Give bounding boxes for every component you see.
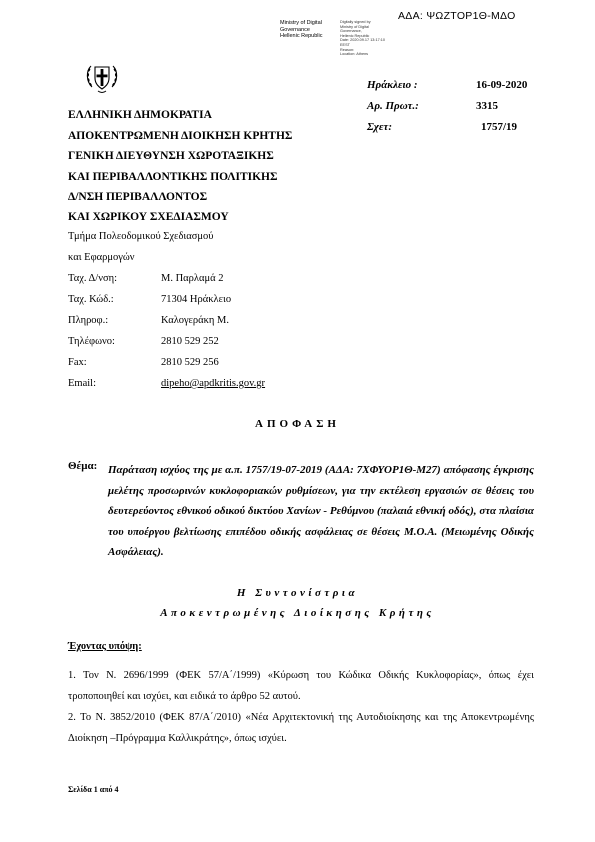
authority-line: ΕΛΛΗΝΙΚΗ ΔΗΜΟΚΡΑΤΙΑ [68, 109, 212, 121]
contact-label: Πληροφ.: [68, 315, 109, 326]
protocol-label: Αρ. Πρωτ.: [367, 100, 419, 112]
authority-line: ΚΑΙ ΠΕΡΙΒΑΛΛΟΝΤΙΚΗΣ ΠΟΛΙΤΙΚΗΣ [68, 171, 278, 183]
ada-code: ΑΔΑ: ΨΩΖΤΟΡ1Θ-ΜΔΟ [398, 10, 516, 22]
contact-label: Email: [68, 378, 96, 389]
related-label: Σχετ: [367, 121, 392, 133]
contact-value: 71304 Ηράκλειο [161, 294, 232, 305]
department-line: και Εφαρμογών [68, 252, 135, 263]
digital-signature-block [280, 20, 405, 60]
department-line: Τμήμα Πολεοδομικού Σχεδιασμού [68, 231, 214, 242]
authority-line: ΑΠΟΚΕΝΤΡΩΜΕΝΗ ΔΙΟΙΚΗΣΗ ΚΡΗΤΗΣ [68, 130, 293, 142]
place-label: Ηράκλειο : [367, 79, 418, 91]
protocol-number: 3315 [476, 100, 498, 112]
consideration-item: 2. Το Ν. 3852/2010 (ΦΕΚ 87/Α΄/2010) «Νέα Αρχιτεκτονική της Αυτοδιοίκησης και της Αποκεντρωμένης Διοίκηση –Πρόγραμμα Καλλικράτης», όπως ισχύει. [68, 712, 534, 744]
signature-ministry: Ministry of Digital Governance Hellenic Republic [280, 20, 323, 40]
contact-value: Μ. Παρλαμά 2 [161, 273, 224, 284]
contact-label: Ταχ. Κώδ.: [68, 294, 114, 305]
considering-heading: Έχοντας υπόψη: [68, 641, 142, 652]
contact-value: 2810 529 256 [161, 357, 219, 368]
authority-line: Δ/ΝΣΗ ΠΕΡΙΒΑΛΛΟΝΤΟΣ [68, 191, 208, 203]
signature-stamp-text: Digitally signed by Ministry of Digital Governance, Hellenic Republic Date: 2020.09.17 13:17:10 EEST Reason: Location: Athens [340, 20, 385, 57]
authority-line: ΓΕΝΙΚΗ ΔΙΕΥΘΥΝΣΗ ΧΩΡΟΤΑΞΙΚΗΣ [68, 150, 274, 162]
document-date: 16-09-2020 [476, 79, 528, 91]
authority-line: ΚΑΙ ΧΩΡΙΚΟΥ ΣΧΕΔΙΑΣΜΟΥ [68, 211, 229, 223]
coordinator-title: Η Συντονίστρια [236, 587, 359, 599]
related-value: 1757/19 [481, 121, 518, 133]
decision-title: ΑΠΟΦΑΣΗ [255, 418, 340, 430]
greek-emblem-icon [84, 61, 120, 95]
contact-label: Ταχ. Δ/νση: [68, 273, 118, 284]
subject-text: Παράταση ισχύος της με α.π. 1757/19-07-2019 (ΑΔΑ: 7ΧΦΥΟΡ1Θ-Μ27) απόφασης έγκρισης μελέτης προσωρινών κυκλοφοριακών ρυθμίσεων, για την εκτέλεση εργασιών σε θέσεις του δευτερεύοντος εθνικού οδικού δικτύου Χανίων - Ρεθύμνου (παλαιά εθνική οδός), στα πλαίσια του υποέργου βελτίωσης επιπέδου οδικής ασφάλειας σε θέσεις Μ.Ο.Α. (Μειωμένης Οδικής Ασφάλειας). [108, 464, 534, 558]
contact-value: Καλογεράκη Μ. [161, 315, 230, 326]
consideration-item: 1. Τον Ν. 2696/1999 (ΦΕΚ 57/Α΄/1999) «Κύρωση του Κώδικα Οδικής Κυκλοφορίας», όπως έχει τροποποιηθεί και ισχύει, και ειδικά το άρθρο 52 αυτού. [68, 670, 534, 702]
page-total: 4 [114, 785, 119, 794]
contact-value: 2810 529 252 [161, 336, 219, 347]
page-number: 1 [93, 785, 98, 794]
coordinator-authority: Αποκεντρωμένης Διοίκησης Κρήτης [160, 607, 435, 619]
email-link[interactable]: dipeho@apdkritis.gov.gr [161, 378, 266, 389]
contact-label: Fax: [68, 357, 87, 368]
page-footer: Σελίδα 1 από 4 [68, 785, 119, 794]
subject-label: Θέμα: [68, 460, 98, 472]
contact-label: Τηλέφωνο: [68, 336, 115, 347]
